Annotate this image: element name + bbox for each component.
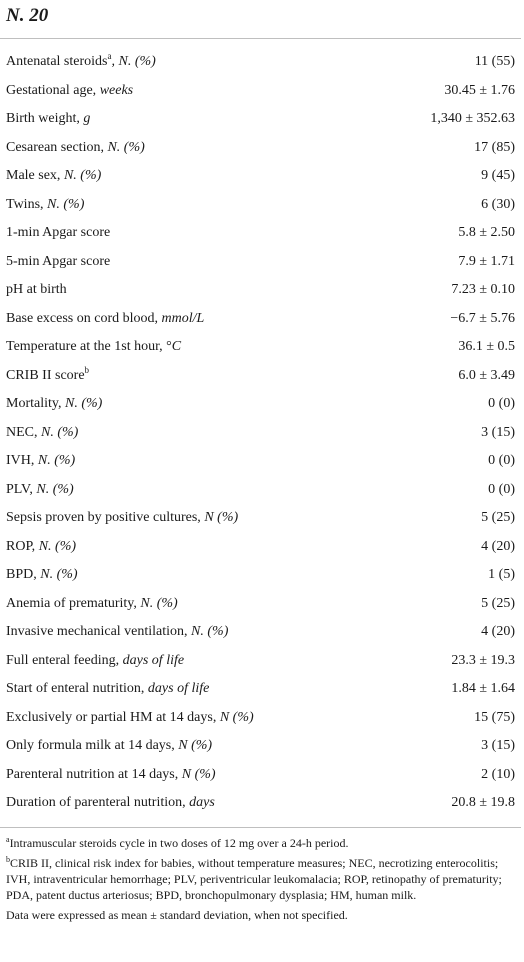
row-value: 1,340 ± 352.63 [430,111,515,127]
row-label-text: BPD, [6,567,41,583]
row-label [0,680,315,698]
row-value: 3 (15) [481,738,515,754]
table-row [0,732,521,761]
row-value: 15 (75) [474,709,515,725]
row-value: 0 (0) [488,481,515,497]
footnote-marker: b [84,364,90,375]
row-label-text: Cesarean section, [6,139,108,155]
row-label [0,139,315,157]
row-unit: N (%) [178,738,213,754]
row-label-text: Full enteral feeding, [6,652,123,668]
row-label-text: ROP, [6,538,39,554]
row-label-text: Only formula milk at 14 days, [6,738,179,754]
row-unit: g [83,111,91,127]
row-label [0,53,315,71]
row-label-text: NEC, [6,424,41,440]
row-value: 1.84 ± 1.64 [451,681,515,697]
table-row [0,390,521,419]
row-label [0,566,315,584]
table-row [0,48,521,77]
row-label [0,310,315,328]
row-label [0,509,315,527]
row-value: 30.45 ± 1.76 [444,82,515,98]
row-label [0,338,315,356]
row-unit: N. (%) [47,196,85,212]
table-row [0,675,521,704]
table-header-n: N. 20 [6,5,49,26]
row-label-text: Mortality, [6,396,65,412]
row-value: 7.23 ± 0.10 [451,282,515,298]
row-unit: N. (%) [40,567,78,583]
row-label-text: Invasive mechanical ventilation, [6,624,192,640]
header-rule [0,38,521,39]
row-unit: mmol/L [161,310,205,326]
row-unit: , N. (%) [111,54,156,70]
row-value: 5.8 ± 2.50 [458,225,515,241]
row-unit: C [171,339,182,355]
row-unit: days of life [122,652,185,668]
table-row [0,704,521,733]
row-label [0,110,315,128]
row-unit: N. (%) [41,424,79,440]
row-label [0,82,315,100]
row-label [0,623,315,641]
row-unit: N (%) [219,709,254,725]
row-label [0,281,315,299]
row-label-text: pH at birth [6,282,67,298]
row-label-text: Parenteral nutrition at 14 days, [6,766,182,782]
row-label [0,652,315,670]
table-row [0,647,521,676]
row-value: 7.9 ± 1.71 [458,253,515,269]
footnote-text: Data were expressed as mean ± standard deviation, when not specified. [6,908,348,922]
row-label [0,595,315,613]
row-value: 17 (85) [474,139,515,155]
row-unit: N (%) [181,766,216,782]
footnotes [6,835,518,927]
row-label [0,737,315,755]
row-value: 5 (25) [481,595,515,611]
row-label-text: Anemia of prematurity, [6,595,141,611]
row-value: 20.8 ± 19.8 [451,795,515,811]
row-value: 1 (5) [488,567,515,583]
row-label-text: Duration of parenteral nutrition, [6,795,190,811]
footnote-text: CRIB II, clinical risk index for babies, without temperature measures; NEC, necrotizing enterocolitis; IVH, intraventricular hemorrhage; PLV, periventricular leukomalacia; ROP, retinopathy of prematurity; PDA, patent ductus arteriosus; BPD, bronchopulmonary dysplasia; HM, human milk. [6,856,502,902]
row-unit: N. (%) [36,481,74,497]
row-value: 0 (0) [488,396,515,412]
row-value: 4 (20) [481,538,515,554]
row-label [0,253,315,271]
row-label-text: Base excess on cord blood, [6,310,162,326]
row-unit: N. (%) [191,624,229,640]
table-row [0,305,521,334]
row-label-text: 5-min Apgar score [6,253,111,269]
row-unit: N. (%) [63,168,102,184]
footnote-mark: b [6,855,10,864]
row-label-text: Twins, [6,196,48,212]
table-row [0,561,521,590]
table-row [0,248,521,277]
table-row [0,276,521,305]
row-label [0,794,315,812]
row-label [0,196,315,214]
row-label-text: CRIB II score [6,367,85,383]
row-unit: days of life [147,681,210,697]
row-value: 6 (30) [481,196,515,212]
row-unit: N. (%) [64,396,103,412]
table-row [0,105,521,134]
row-label [0,766,315,784]
row-unit: days [189,795,215,811]
row-label [0,167,315,185]
row-label-text: IVH, [6,453,38,469]
row-label-text: Antenatal steroids [6,54,108,70]
row-unit: N. (%) [107,139,145,155]
row-label-text: Birth weight, [6,111,84,127]
row-unit: N (%) [204,510,239,526]
row-label [0,538,315,556]
footnote [6,835,518,851]
table-row [0,191,521,220]
table-row [0,419,521,448]
footer-rule [0,827,521,828]
row-unit: N. (%) [37,453,76,469]
row-label [0,364,315,385]
row-label [0,452,315,470]
row-label-text: Sepsis proven by positive cultures, [6,510,205,526]
row-unit: N. (%) [38,538,77,554]
row-label [0,709,315,727]
footnote [6,855,518,903]
row-value: 3 (15) [481,424,515,440]
row-value: 11 (55) [474,54,515,70]
row-value: 6.0 ± 3.49 [458,367,515,383]
row-label-text: Start of enteral nutrition, [6,681,148,697]
table-row [0,134,521,163]
row-label-text: Gestational age, [6,82,100,98]
table-row [0,618,521,647]
row-unit: weeks [99,82,134,98]
table-row [0,789,521,818]
table-row [0,162,521,191]
table-row [0,476,521,505]
row-label [0,395,315,413]
table-row [0,590,521,619]
footnote-text: Intramuscular steroids cycle in two doses of 12 mg over a 24-h period. [9,836,349,850]
table-row [0,219,521,248]
row-label [0,424,315,442]
table-row [0,447,521,476]
row-label-text: PLV, [6,481,37,497]
row-label [0,224,315,242]
row-label-text: Temperature at the 1st hour, ° [6,339,172,355]
row-value: −6.7 ± 5.76 [450,310,515,326]
footnote-mark: a [6,835,10,844]
row-value: 2 (10) [481,766,515,782]
row-value: 0 (0) [488,453,515,469]
row-label-text: 1-min Apgar score [6,225,111,241]
row-label-text: Male sex, [6,168,64,184]
table-row [0,533,521,562]
table-row [0,77,521,106]
row-label [0,481,315,499]
data-table [0,48,521,818]
footnote [6,907,518,923]
row-value: 4 (20) [481,624,515,640]
row-value: 36.1 ± 0.5 [458,339,515,355]
footnote-marker: a [107,51,112,62]
table-row [0,362,521,391]
table-row [0,504,521,533]
table-row [0,333,521,362]
row-unit: N. (%) [140,595,178,611]
row-value: 5 (25) [481,510,515,526]
table-row [0,761,521,790]
row-value: 23.3 ± 19.3 [451,652,515,668]
row-label-text: Exclusively or partial HM at 14 days, [6,709,220,725]
row-value: 9 (45) [481,168,515,184]
